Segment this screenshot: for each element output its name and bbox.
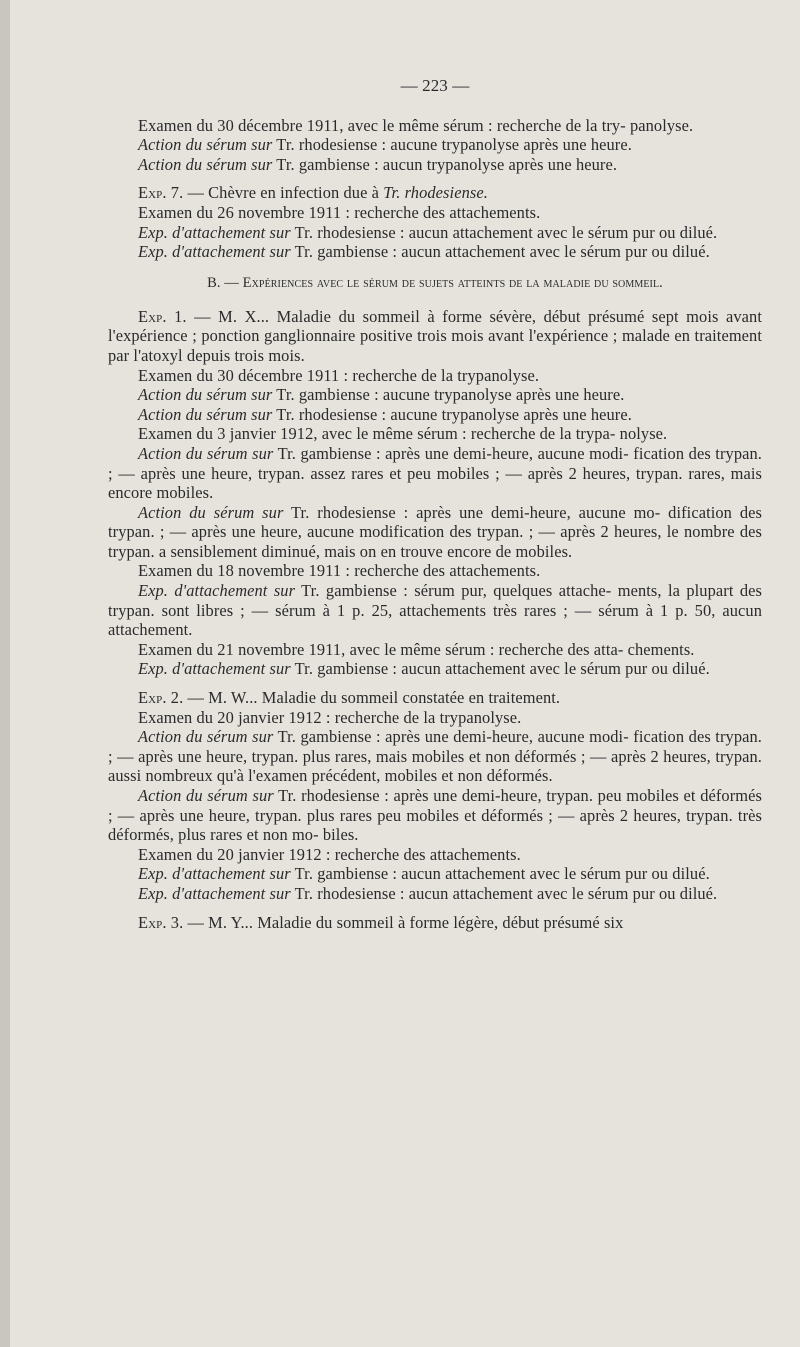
paragraph bbox=[108, 223, 762, 243]
italic-text: Action du sérum sur bbox=[138, 786, 274, 805]
text-run: B. — bbox=[207, 274, 243, 291]
text-run: Tr. rhodesiense : aucun attachement avec le sérum pur ou dilué. bbox=[290, 883, 718, 903]
italic-text: Exp. d'attachement sur bbox=[138, 883, 291, 903]
italic-text: Exp. d'attachement sur bbox=[138, 242, 291, 262]
italic-text: Action du sérum sur bbox=[138, 135, 273, 155]
paragraph bbox=[108, 659, 762, 679]
paragraph bbox=[108, 366, 762, 386]
paragraph bbox=[108, 640, 762, 660]
text-run: 7. — Chèvre en infection due à bbox=[166, 183, 384, 203]
paragraph bbox=[108, 307, 762, 366]
small-caps-text: Exp. bbox=[138, 912, 167, 932]
paragraph bbox=[108, 424, 762, 444]
italic-text: Action du sérum sur bbox=[138, 404, 273, 424]
small-caps-text: Exp. bbox=[138, 183, 167, 203]
italic-text: Action du sérum sur bbox=[138, 502, 284, 522]
text-run: Tr. gambiense : aucun attachement avec le sérum pur ou dilué. bbox=[290, 659, 710, 679]
paragraph bbox=[108, 385, 762, 405]
paragraph bbox=[108, 183, 762, 203]
paragraph bbox=[108, 116, 762, 136]
paragraph bbox=[108, 913, 762, 933]
paragraph-gap bbox=[108, 174, 762, 183]
italic-text: Exp. d'attachement sur bbox=[138, 659, 291, 679]
text-run: Tr. gambiense : après une demi-heure, aucune modi- fication des trypan. ; — après une heure, trypan. assez rares et peu mobiles ; — après 2 heures, trypan. rares, mais encore mobiles. bbox=[108, 443, 762, 503]
paragraph bbox=[108, 242, 762, 262]
text-run: Examen du 20 janvier 1912 : recherche de la trypanolyse. bbox=[138, 707, 522, 727]
text-run: Examen du 3 janvier 1912, avec le même sérum : recherche de la trypa- nolyse. bbox=[138, 424, 668, 444]
text-column bbox=[108, 76, 762, 932]
italic-text: Action du sérum sur bbox=[138, 385, 273, 405]
text-run: Examen du 26 novembre 1911 : recherche des attachements. bbox=[138, 202, 541, 222]
paragraph bbox=[108, 884, 762, 904]
text-run: Tr. rhodesiense : aucun attachement avec le sérum pur ou dilué. bbox=[290, 222, 718, 242]
text-run: Tr. rhodesiense : après une demi-heure, aucune mo- dification des trypan. ; — après une heure, aucune modification des trypan. ; — après 2 heures, le nombre des trypan. a sensiblement diminué, mais on en trouve encore de mobiles. bbox=[108, 502, 762, 561]
text-run: Tr. gambiense : aucune trypanolyse après une heure. bbox=[272, 385, 625, 405]
paragraph bbox=[108, 581, 762, 640]
text-run: Examen du 20 janvier 1912 : recherche des attachements. bbox=[138, 844, 521, 864]
paragraph bbox=[108, 688, 762, 708]
paragraph bbox=[108, 561, 762, 581]
paragraph bbox=[108, 708, 762, 728]
paragraph bbox=[108, 444, 762, 503]
text-run: Tr. rhodesiense : aucune trypanolyse après une heure. bbox=[272, 135, 632, 155]
paragraph bbox=[108, 845, 762, 865]
text-run: Tr. gambiense : aucun trypanolyse après une heure. bbox=[272, 154, 618, 174]
text-run: Examen du 30 décembre 1911, avec le même sérum : recherche de la try- panolyse. bbox=[138, 115, 694, 135]
text-run: Tr. gambiense : après une demi-heure, aucune modi- fication des trypan. ; — après une heure, trypan. plus rares, mais mobiles et non déformés ; — après 2 heures, trypan. aussi nombreux qu'à l'examen précédent, mobiles et non déformés. bbox=[108, 727, 762, 786]
italic-text: Exp. d'attachement sur bbox=[138, 864, 291, 884]
italic-text: Action du sérum sur bbox=[138, 727, 274, 747]
paragraph bbox=[108, 727, 762, 786]
text-run: 1. — M. X... Maladie du sommeil à forme sévère, début présumé sept mois avant l'expérience ; ponction ganglionnaire positive trois mois avant l'expérience ; malade en traitement par l'atoxyl depuis trois mois. bbox=[108, 306, 762, 365]
page-number: — 223 — bbox=[400, 76, 470, 95]
text-run: Tr. rhodesiense : aucune trypanolyse après une heure. bbox=[272, 404, 632, 424]
paragraph bbox=[108, 155, 762, 175]
text-run: Tr. gambiense : sérum pur, quelques attache- ments, la plupart des trypan. sont libres ; — sérum à 1 p. 25, attachements très rares ; — sérum à 1 p. 50, aucun attachement. bbox=[108, 581, 762, 640]
italic-text: Tr. rhodesiense. bbox=[383, 183, 488, 203]
small-caps-text: Exp. bbox=[138, 688, 167, 708]
text-run: 3. — M. Y... Maladie du sommeil à forme légère, début présumé six bbox=[166, 912, 624, 932]
paragraph bbox=[108, 135, 762, 155]
paragraph bbox=[108, 786, 762, 845]
italic-text: Exp. d'attachement sur bbox=[138, 581, 296, 601]
text-run: 2. — M. W... Maladie du sommeil constatée en traitement. bbox=[166, 688, 561, 708]
text-run: Examen du 21 novembre 1911, avec le même sérum : recherche des atta- chements. bbox=[138, 639, 695, 659]
small-caps-text: Expériences avec le sérum de sujets atteints de la maladie du sommeil. bbox=[242, 274, 663, 291]
paragraph-gap bbox=[108, 679, 762, 688]
italic-text: Exp. d'attachement sur bbox=[138, 222, 291, 242]
document-body bbox=[108, 116, 762, 933]
paragraph bbox=[108, 405, 762, 425]
paragraph bbox=[108, 503, 762, 562]
text-run: Tr. rhodesiense : après une demi-heure, trypan. peu mobiles et déformés ; — après une heure, trypan. plus rares peu mobiles et déformés ; — après 2 heures, trypan. très déformés, plus rares et non mo- biles. bbox=[108, 786, 762, 845]
italic-text: Action du sérum sur bbox=[138, 443, 274, 463]
paragraph bbox=[108, 203, 762, 223]
text-run: Examen du 18 novembre 1911 : recherche des attachements. bbox=[138, 561, 541, 581]
text-run: Tr. gambiense : aucun attachement avec le sérum pur ou dilué. bbox=[290, 864, 710, 884]
small-caps-text: Exp. bbox=[138, 306, 167, 326]
text-run: Tr. gambiense : aucun attachement avec le sérum pur ou dilué. bbox=[290, 242, 710, 262]
italic-text: Action du sérum sur bbox=[138, 154, 273, 174]
section-heading bbox=[138, 274, 732, 293]
paragraph-gap bbox=[108, 904, 762, 913]
text-run: Examen du 30 décembre 1911 : recherche de la trypanolyse. bbox=[138, 365, 540, 385]
paragraph bbox=[108, 864, 762, 884]
